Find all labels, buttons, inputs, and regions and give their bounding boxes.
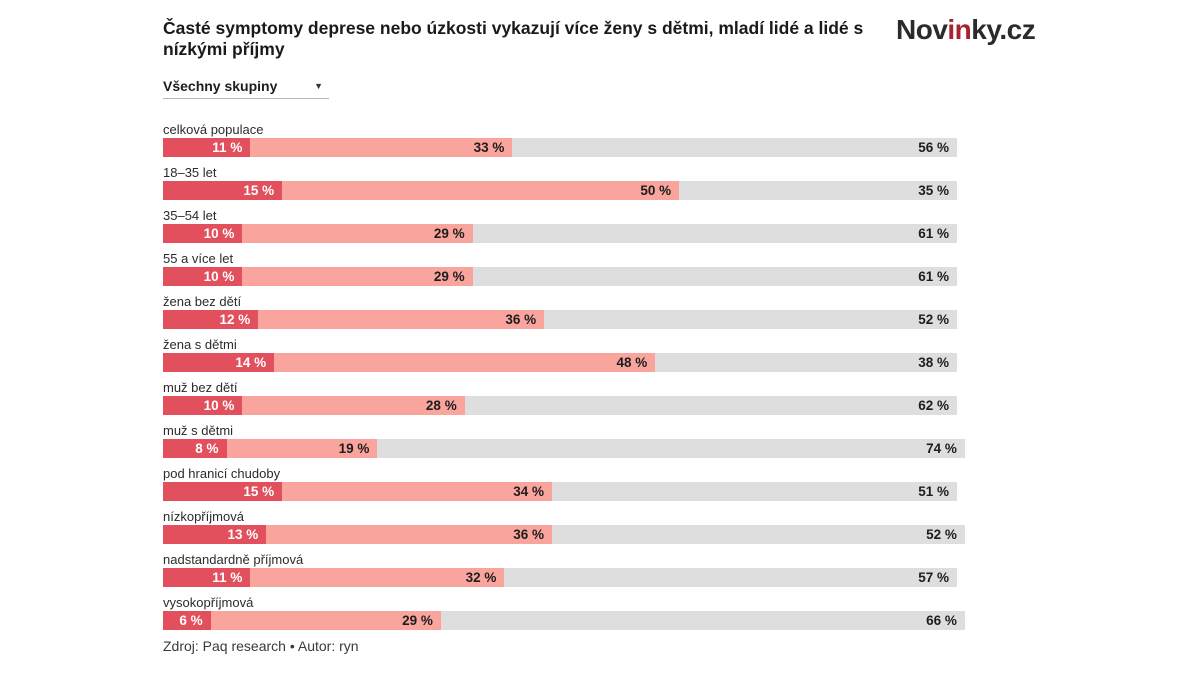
category-label: 55 a více let [163, 251, 234, 266]
bar-segment-2[interactable] [266, 525, 552, 544]
stacked-bar [163, 310, 957, 329]
bar-segment-3[interactable] [679, 181, 957, 200]
bar-segment-3[interactable] [655, 353, 957, 372]
chart-row [163, 123, 973, 157]
bar-segment-3[interactable] [473, 224, 957, 243]
value-label: 35 % [918, 183, 949, 198]
chart-title: Časté symptomy deprese nebo úzkosti vykazují více ženy s dětmi, mladí lidé a lidé s nízkými příjmy [163, 18, 864, 59]
bar-segment-2[interactable] [258, 310, 544, 329]
value-label: 12 % [219, 312, 251, 327]
value-label: 19 % [338, 441, 370, 456]
bar-segment-3[interactable] [512, 138, 957, 157]
category-label: žena bez dětí [163, 294, 242, 309]
chevron-down-icon: ▼ [314, 80, 323, 91]
value-label: 29 % [402, 613, 433, 628]
chart-row [163, 424, 973, 458]
stacked-bar [163, 611, 957, 630]
value-label: 57 % [918, 570, 949, 585]
group-filter-dropdown[interactable] [163, 73, 329, 99]
chart-row [163, 596, 973, 630]
bar-segment-1[interactable] [163, 568, 250, 587]
bar-segment-1[interactable] [163, 224, 242, 243]
value-label: 34 % [513, 484, 545, 499]
bar-segment-2[interactable] [274, 353, 655, 372]
value-label: 50 % [640, 183, 672, 198]
bar-segment-3[interactable] [552, 525, 965, 544]
bar-segment-2[interactable] [211, 611, 441, 630]
bar-segment-2[interactable] [250, 138, 512, 157]
value-label: 29 % [433, 269, 465, 284]
bar-segment-2[interactable] [242, 224, 472, 243]
value-label: 10 % [203, 269, 235, 284]
bar-segment-3[interactable] [465, 396, 957, 415]
value-label: 13 % [227, 527, 259, 542]
chart-row [163, 338, 973, 372]
value-label: 11 % [212, 140, 243, 155]
bar-segment-1[interactable] [163, 267, 242, 286]
value-label: 52 % [926, 527, 957, 542]
bar-segment-3[interactable] [552, 482, 957, 501]
logo-part-2: ky.cz [971, 14, 1036, 45]
value-label: 28 % [425, 398, 457, 413]
value-label: 62 % [918, 398, 949, 413]
source-credit: Zdroj: Paq research • Autor: ryn [163, 638, 359, 654]
chart-row [163, 295, 973, 329]
value-label: 52 % [918, 312, 949, 327]
value-label: 8 % [195, 441, 219, 456]
chart-row [163, 381, 973, 415]
value-label: 14 % [235, 355, 267, 370]
bar-segment-3[interactable] [504, 568, 957, 587]
category-label: 18–35 let [163, 165, 217, 180]
bar-segment-1[interactable] [163, 525, 266, 544]
chart [163, 123, 973, 639]
category-label: žena s dětmi [163, 337, 237, 352]
bar-segment-1[interactable] [163, 181, 282, 200]
category-label: nízkopříjmová [163, 509, 244, 524]
value-label: 48 % [616, 355, 648, 370]
bar-segment-1[interactable] [163, 396, 242, 415]
value-label: 61 % [918, 269, 949, 284]
category-label: 35–54 let [163, 208, 217, 223]
bar-segment-1[interactable] [163, 138, 250, 157]
bar-segment-3[interactable] [441, 611, 965, 630]
stacked-bar [163, 138, 957, 157]
chart-row [163, 510, 973, 544]
value-label: 38 % [918, 355, 949, 370]
logo-part-accent: in [947, 14, 972, 45]
chart-row [163, 252, 973, 286]
stacked-bar [163, 396, 957, 415]
bar-segment-1[interactable] [163, 310, 258, 329]
value-label: 10 % [203, 398, 235, 413]
stacked-bar [163, 353, 957, 372]
chart-row [163, 166, 973, 200]
value-label: 15 % [243, 484, 275, 499]
category-label: vysokopříjmová [163, 595, 254, 610]
stacked-bar [163, 482, 957, 501]
value-label: 11 % [212, 570, 243, 585]
category-label: celková populace [163, 122, 264, 137]
bar-segment-2[interactable] [282, 482, 552, 501]
stacked-bar [163, 181, 957, 200]
stacked-bar [163, 224, 957, 243]
bar-segment-3[interactable] [377, 439, 965, 458]
value-label: 6 % [179, 613, 203, 628]
stacked-bar [163, 568, 957, 587]
stacked-bar [163, 525, 957, 544]
chart-row [163, 209, 973, 243]
value-label: 66 % [926, 613, 957, 628]
value-label: 56 % [918, 140, 949, 155]
value-label: 51 % [918, 484, 949, 499]
value-label: 29 % [433, 226, 465, 241]
value-label: 36 % [513, 527, 545, 542]
stacked-bar [163, 267, 957, 286]
value-label: 61 % [918, 226, 949, 241]
bar-segment-2[interactable] [227, 439, 378, 458]
category-label: pod hranicí chudoby [163, 466, 281, 481]
bar-segment-1[interactable] [163, 353, 274, 372]
value-label: 32 % [465, 570, 497, 585]
value-label: 15 % [243, 183, 275, 198]
novinky-logo[interactable] [896, 14, 1035, 46]
bar-segment-3[interactable] [473, 267, 957, 286]
category-label: muž s dětmi [163, 423, 234, 438]
value-label: 10 % [203, 226, 235, 241]
bar-segment-2[interactable] [282, 181, 679, 200]
bar-segment-1[interactable] [163, 482, 282, 501]
bar-segment-3[interactable] [544, 310, 957, 329]
value-label: 36 % [505, 312, 537, 327]
value-label: 33 % [473, 140, 505, 155]
bar-segment-2[interactable] [250, 568, 504, 587]
group-filter-selected-value: Všechny skupiny [163, 77, 278, 94]
bar-segment-2[interactable] [242, 396, 464, 415]
bar-segment-2[interactable] [242, 267, 472, 286]
value-label: 74 % [926, 441, 957, 456]
chart-row [163, 553, 973, 587]
category-label: muž bez dětí [163, 380, 238, 395]
stacked-bar [163, 439, 957, 458]
logo-part-1: Nov [896, 14, 948, 45]
chart-row [163, 467, 973, 501]
bar-segment-1[interactable] [163, 439, 227, 458]
bar-segment-1[interactable] [163, 611, 211, 630]
category-label: nadstandardně příjmová [163, 552, 304, 567]
